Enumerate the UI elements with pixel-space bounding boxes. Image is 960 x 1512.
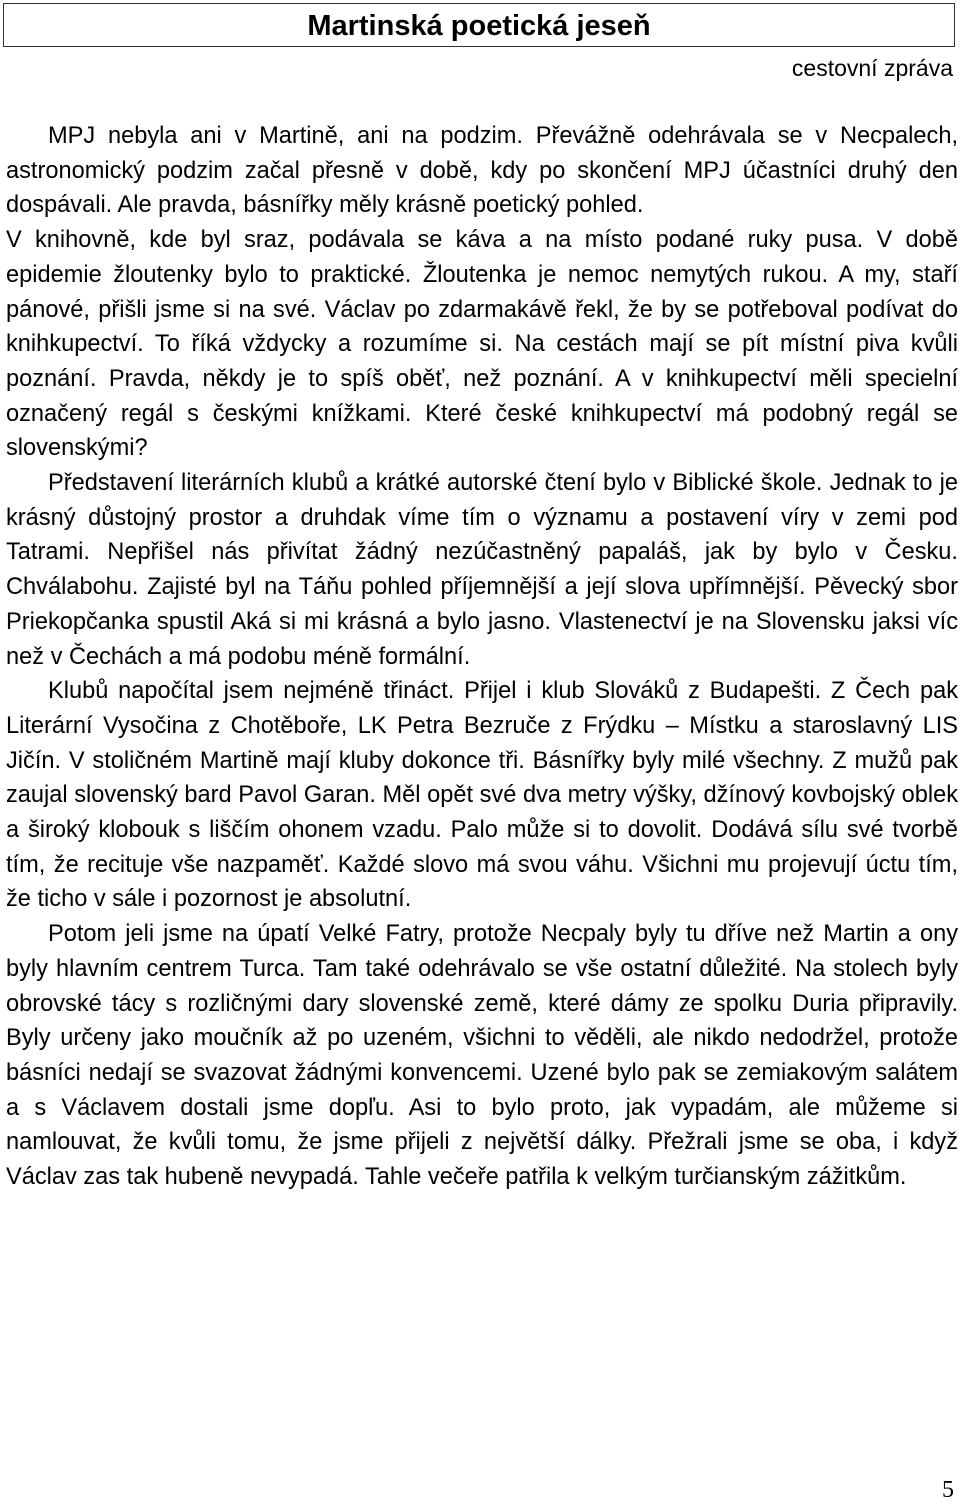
article-body — [6, 119, 958, 1195]
paragraph-4: Klubů napočítal jsem nejméně třináct. Přijel i klub Slováků z Budapešti. Z Čech pak Literární Vysočina z Chotěboře, LK Petra Bezruče z Frýdku – Místku a staroslavný LIS Jičín. V stoličném Martině mají kluby dokonce tři. Básnířky byly milé všechny. Z mužů pak zaujal slovenský bard Pavol Garan. Měl opět své dva metry výšky, džínový kovbojský oblek a široký klobouk s liščím ohonem vzadu. Palo může si to dovolit. Dodává sílu své tvorbě tím, že recituje vše nazpaměť. Každé slovo má svou váhu. Všichni mu projevují úctu tím, že ticho v sále i pozornost je absolutní. — [6, 678, 958, 913]
paragraph-5: Potom jeli jsme na úpatí Velké Fatry, protože Necpaly byly tu dříve než Martin a ony byly hlavním centrem Turca. Tam také odehrávalo se vše ostatní důležité. Na stolech byly obrovské tácy s rozličnými dary slovenské země, které dámy ze spolku Duria připravily. Byly určeny jako moučník až po uzeném, všichni to věděli, ale nikdo nedodržel, protože básníci nedají se svazovat žádnými konvencemi. Uzené bylo pak se zemiakovým salátem a s Václavem dostali jsme dopľu. Asi to bylo proto, jak vypadám, ale můžeme si namlouvat, že kvůli tomu, že jsme přijeli z největší dálky. Přežrali jsme se oba, i když Václav zas tak hubeně nevypadá. Tahle večeře patřila k velkým turčianským zážitkům. — [6, 921, 958, 1191]
title-box — [3, 3, 955, 47]
page-title: Martinská poetická jeseň — [307, 10, 651, 42]
paragraph-1: MPJ nebyla ani v Martině, ani na podzim. Převážně odehrávala se v Necpalech, astronomický podzim začal přesně v době, kdy po skončení MPJ účastníci druhý den dospávali. Ale pravda, básnířky měly krásně poetický pohled. — [6, 123, 958, 219]
paragraph-2: V knihovně, kde byl sraz, podávala se káva a na místo podané ruky pusa. V době epidemie žloutenky bylo to praktické. Žloutenka je nemoc nemytých rukou. A my, staří pánové, přišli jsme si na své. Václav po zdarmakávě řekl, že by se potřeboval podívat do knihkupectví. To říká vždycky a rozumíme si. Na cestách mají se pít místní piva kvůli poznání. Pravda, někdy je to spíš oběť, než poznání. A v knihkupectví měli specielní označený regál s českými knížkami. Které české knihkupectví má podobný regál se slovenskými? — [6, 227, 958, 462]
page-subtitle: cestovní zpráva — [791, 55, 953, 81]
page-number: 5 — [942, 1477, 954, 1503]
paragraph-3: Představení literárních klubů a krátké autorské čtení bylo v Biblické škole. Jednak to je krásný důstojný prostor a druhdak víme tím o významu a postavení víry v zemi pod Tatrami. Nepřišel nás přivítat žádný nezúčastněný papaláš, jak by bylo v Česku. Chválabohu. Zajisté byl na Táňu pohled příjemnější a její slova upřímnější. Pěvecký sbor Priekopčanka spustil Aká si mi krásná a bylo jasno. Vlastenectví je na Slovensku jaksi víc než v Čechách a má podobu méně formální. — [6, 470, 958, 670]
